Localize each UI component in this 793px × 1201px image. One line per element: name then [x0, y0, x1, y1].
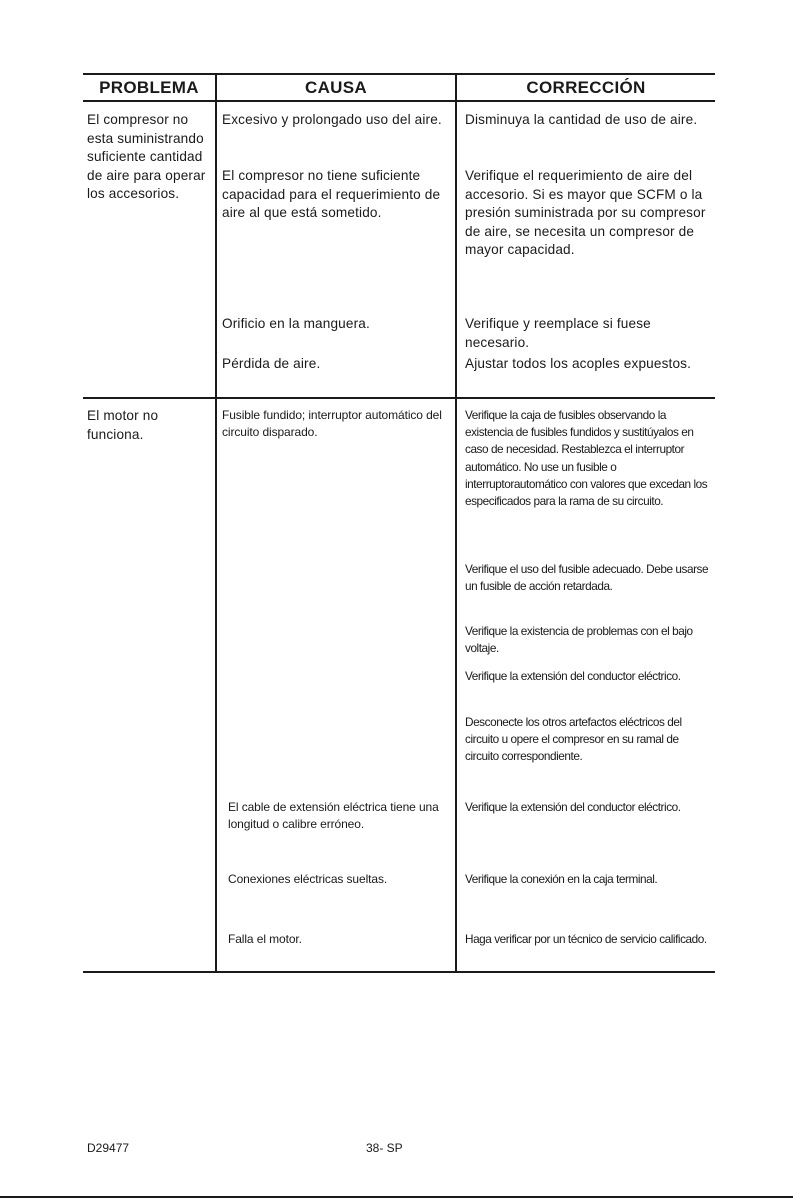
correction-2-3: Verifique la existencia de problemas con el bajo voltaje.	[465, 624, 693, 656]
correction-2-8: Haga verificar por un técnico de servicio calificado.	[465, 932, 707, 946]
correction-2-4: Verifique la extensión del conductor eléctrico.	[465, 669, 681, 683]
column-divider-1	[215, 73, 217, 973]
problem-cell-1: El compresor no esta suministrando suficiente cantidad de aire para operar los accesorios.	[87, 112, 206, 201]
correction-1-4: Ajustar todos los acoples expuestos.	[465, 356, 692, 371]
header-causa: CAUSA	[305, 78, 367, 97]
cause-1-4: Pérdida de aire.	[222, 356, 321, 371]
header-correccion: CORRECCIÓN	[526, 78, 646, 97]
correction-1-1: Disminuya la cantidad de uso de aire.	[465, 112, 698, 127]
correction-2-1: Verifique la caja de fusibles observando la existencia de fusibles fundidos y sustitúyalos en caso de necesidad. Restablezca el interruptor automático. No use un fusible o interruptorautomático con valores que excedan los especificados para la rama de su circuito.	[465, 408, 708, 509]
correction-2-2: Verifique el uso del fusible adecuado. Debe usarse un fusible de acción retardada.	[465, 562, 709, 594]
document-code: D29477	[87, 1141, 130, 1155]
page-number: 38- SP	[366, 1141, 403, 1155]
correction-2-7: Verifique la conexión en la caja terminal.	[465, 872, 658, 886]
cause-2-3: Conexiones eléctricas sueltas.	[228, 872, 388, 886]
header-problema: PROBLEMA	[99, 78, 199, 97]
cause-1-1: Excesivo y prolongado uso del aire.	[222, 112, 442, 127]
table-row-divider	[83, 397, 715, 399]
correction-1-2: Verifique el requerimiento de aire del accesorio. Si es mayor que SCFM o la presión suministrada por su compresor de aire, se necesita un compresor de mayor capacidad.	[465, 168, 706, 257]
cause-1-3: Orificio en la manguera.	[222, 316, 370, 331]
correction-2-5: Desconecte los otros artefactos eléctricos del circuito u opere el compresor en su ramal de circuito correspondiente.	[465, 715, 682, 764]
table-header-rule	[83, 100, 715, 102]
correction-1-3: Verifique y reemplace si fuese necesario.	[465, 316, 651, 350]
page-bottom-edge	[0, 1196, 793, 1198]
problem-cell-2: El motor no funciona.	[87, 408, 159, 442]
cause-1-2: El compresor no tiene suficiente capacidad para el requerimiento de aire al que está sometido.	[222, 168, 441, 220]
cause-2-2: El cable de extensión eléctrica tiene una longitud o calibre erróneo.	[228, 800, 439, 832]
cause-2-4: Falla el motor.	[228, 932, 302, 946]
table-top-rule	[83, 73, 715, 75]
table-bottom-rule	[83, 971, 715, 973]
column-divider-2	[455, 73, 457, 973]
correction-2-6: Verifique la extensión del conductor eléctrico.	[465, 800, 681, 814]
cause-2-1: Fusible fundido; interruptor automático del circuito disparado.	[222, 408, 442, 440]
